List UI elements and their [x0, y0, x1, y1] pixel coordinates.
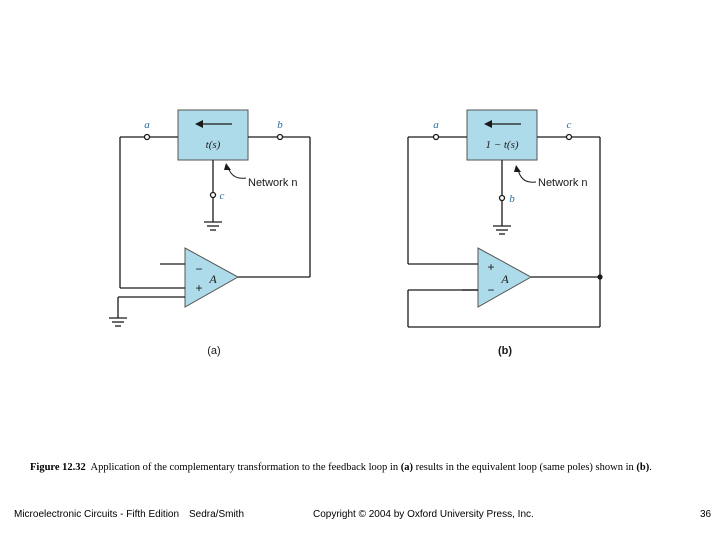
block-label-a: t(s)	[205, 139, 221, 151]
network-label-a: Network n	[248, 177, 298, 189]
terminal-c	[211, 193, 216, 198]
network-label-b: Network n	[538, 177, 588, 189]
amp-sign-top-a: −	[195, 262, 203, 276]
amp-sign-top-b: +	[487, 260, 495, 274]
junction-dot	[597, 274, 602, 279]
node-label-a-bottom: c	[219, 190, 225, 202]
ground-icon	[204, 222, 222, 230]
block-label-b: 1 − t(s)	[485, 139, 519, 151]
node-label-b-right: c	[566, 119, 572, 131]
node-label-b-bottom: b	[509, 193, 515, 205]
amp-label-a: A	[209, 272, 217, 286]
terminal-c	[567, 135, 572, 140]
caption-text-2: results in the equivalent loop (same poles) shown in	[412, 462, 637, 473]
ground-icon	[493, 226, 511, 234]
figure-number: Figure 12.32	[30, 462, 86, 473]
amp-sign-bottom-b: −	[487, 283, 495, 297]
amp-label-b: A	[501, 272, 509, 286]
footer-book: Microelectronic Circuits - Fifth Edition	[14, 509, 180, 520]
terminal-b	[278, 135, 283, 140]
transfer-block-a	[178, 110, 248, 160]
node-label-a-left: a	[144, 119, 150, 131]
figure-caption	[30, 461, 680, 475]
transfer-block-b	[467, 110, 537, 160]
footer-authors: Sedra/Smith	[189, 509, 245, 520]
ground-icon	[109, 318, 127, 326]
amp-sign-bottom-a: +	[195, 281, 203, 295]
subfigure-label-b: (b)	[497, 345, 513, 357]
caption-ref-b: (b)	[636, 462, 650, 473]
terminal-a	[145, 135, 150, 140]
page-number: 36	[700, 509, 712, 520]
node-label-a-right: b	[277, 119, 283, 131]
terminal-b	[500, 196, 505, 201]
footer-copyright: Copyright © 2004 by Oxford University Press, Inc.	[313, 509, 534, 520]
caption-text-3: .	[649, 462, 652, 473]
caption-text-1: Application of the complementary transformation to the feedback loop in	[90, 462, 401, 473]
node-label-b-left: a	[433, 119, 439, 131]
caption-ref-a: (a)	[400, 462, 413, 473]
terminal-a	[434, 135, 439, 140]
subfigure-label-a: (a)	[207, 345, 221, 357]
